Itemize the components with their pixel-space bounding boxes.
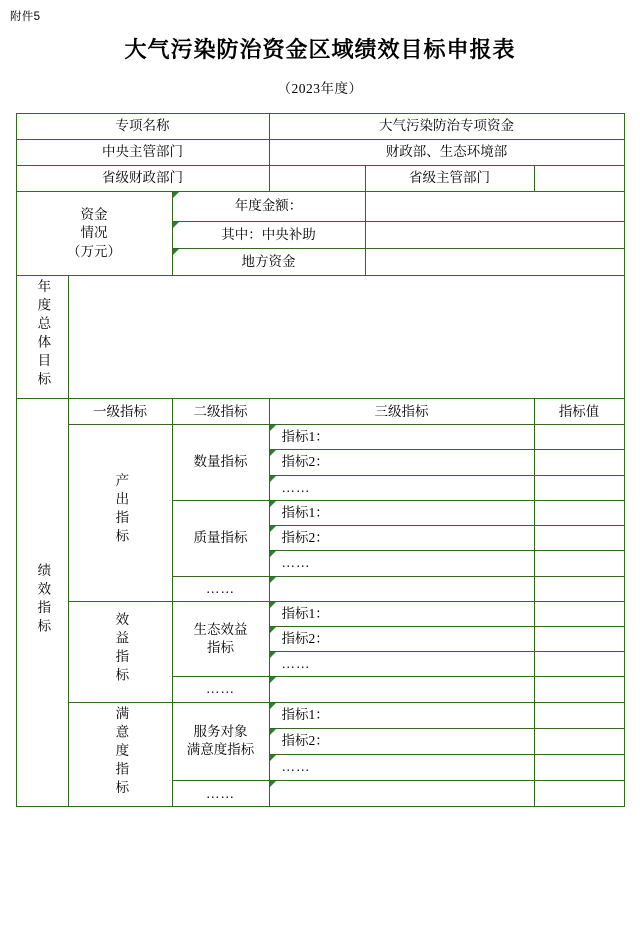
cell-level1-satisfaction [68,702,172,807]
cell-level1-output-text: 产出指标 [113,473,129,548]
performance-target-table [16,113,625,807]
cell-level2-quality: 质量指标 [172,500,269,576]
cell-indicator-value [534,576,624,601]
table-row-annual-goal [16,276,624,399]
value-central-dept: 财政部、生态环境部 [269,140,624,166]
header-level1: 一级指标 [68,399,172,425]
label-central-subsidy: 其中：中央补助 [172,222,365,249]
value-annual-amount [365,192,624,222]
cell-indicator-value [534,601,624,626]
label-funds-line3: （万元） [67,243,121,259]
cell-level1-output [68,425,172,602]
cell-level2-service-satisfaction [172,702,269,781]
page-title: 大气污染防治资金区域绩效目标申报表 [124,37,516,62]
value-central-subsidy [365,222,624,249]
cell-indicator-value [534,551,624,576]
cell-indicator-value [534,626,624,651]
label-annual-goal-text: 年度总体目标 [35,279,51,390]
cell-level1-benefit-text: 效益指标 [113,612,129,687]
attachment-label: 附件5 [10,11,41,23]
cell-level1-benefit [68,601,172,702]
label-performance-indicators [16,399,68,807]
value-province-dept [534,166,624,192]
cell-level3: 指标2： [269,526,534,551]
label-funds-line2: 情况 [80,225,108,241]
cell-indicator-value [534,652,624,677]
cell-level2-quantity: 数量指标 [172,425,269,501]
cell-level2-service-satisfaction-line1: 服务对象 [193,724,248,740]
cell-level3: …… [269,754,534,780]
cell-level2-more: …… [172,781,269,807]
cell-level3: 指标2： [269,626,534,651]
label-province-finance-dept: 省级财政部门 [16,166,269,192]
header-value: 指标值 [534,399,624,425]
cell-indicator-value [534,754,624,780]
label-central-dept: 中央主管部门 [16,140,269,166]
label-province-dept: 省级主管部门 [365,166,534,192]
cell-level3 [269,677,534,702]
cell-level2-eco-benefit-line1: 生态效益 [193,621,248,637]
label-local-funds: 地方资金 [172,249,365,276]
label-funds-line1: 资金 [80,207,108,223]
cell-level3: 指标1： [269,702,534,728]
cell-level3: 指标1： [269,601,534,626]
table-row-indicator-headers [16,399,624,425]
cell-level3: 指标1： [269,425,534,450]
value-annual-goal [68,276,624,399]
table-row [16,702,624,728]
value-local-funds [365,249,624,276]
cell-level3: …… [269,652,534,677]
cell-indicator-value [534,450,624,475]
cell-indicator-value [534,677,624,702]
cell-indicator-value [534,526,624,551]
table-row-annual-amount [16,192,624,222]
label-performance-indicators-text: 绩效指标 [35,563,51,638]
value-province-finance-dept [269,166,365,192]
cell-level3: 指标1： [269,500,534,525]
cell-indicator-value [534,500,624,525]
label-annual-goal [16,276,68,399]
cell-level1-satisfaction-text: 满意度指标 [113,705,129,799]
cell-level3: …… [269,551,534,576]
table-row [16,425,624,450]
cell-level3 [269,781,534,807]
table-row-program-name [16,114,624,140]
cell-indicator-value [534,475,624,500]
table-row-province-depts [16,166,624,192]
cell-level3: 指标2： [269,728,534,754]
label-funds [16,192,172,276]
table-row [16,601,624,626]
cell-level2-more: …… [172,677,269,702]
cell-level3: …… [269,475,534,500]
cell-level2-more: …… [172,576,269,601]
cell-level3 [269,576,534,601]
cell-level2-eco-benefit [172,601,269,677]
page-subtitle: （2023年度） [277,81,363,96]
cell-indicator-value [534,702,624,728]
table-row-central-dept [16,140,624,166]
cell-indicator-value [534,781,624,807]
label-program-name: 专项名称 [16,114,269,140]
cell-level2-service-satisfaction-line2: 满意度指标 [186,742,255,758]
cell-indicator-value [534,425,624,450]
cell-level2-eco-benefit-line2: 指标 [207,640,234,656]
value-program-name: 大气污染防治专项资金 [269,114,624,140]
header-level2: 二级指标 [172,399,269,425]
cell-indicator-value [534,728,624,754]
cell-level3: 指标2： [269,450,534,475]
label-annual-amount: 年度金额： [172,192,365,222]
header-level3: 三级指标 [269,399,534,425]
